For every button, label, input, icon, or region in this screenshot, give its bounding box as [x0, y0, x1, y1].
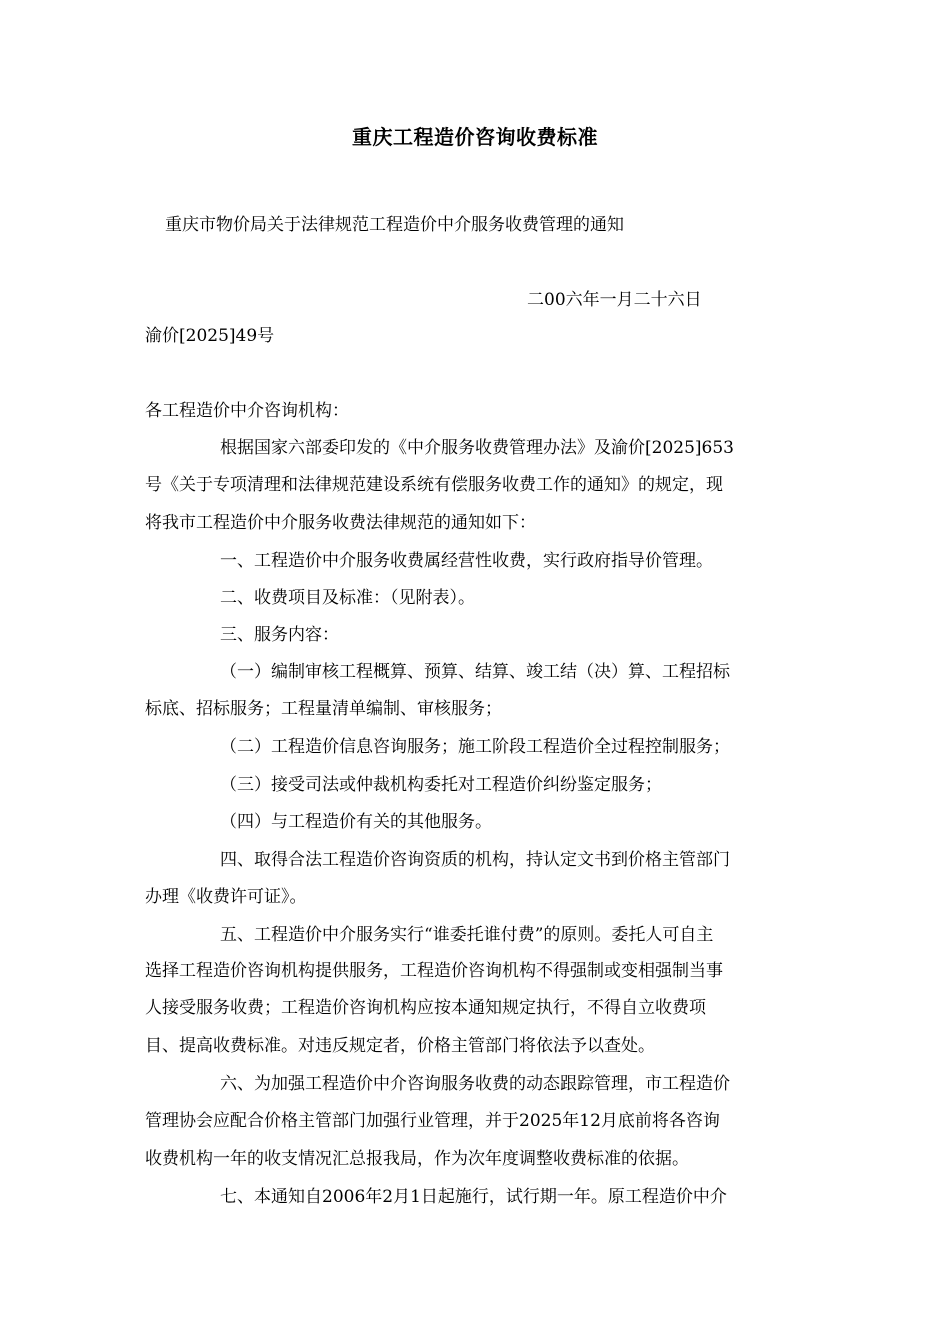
body-line: 管理协会应配合价格主管部门加强行业管理，并于2025年12月底前将各咨询	[145, 1111, 720, 1131]
body-line: 五、工程造价中介服务实行“谁委托谁付费”的原则。委托人可自主	[220, 925, 714, 945]
body-line: 人接受服务收费；工程造价咨询机构应按本通知规定执行，不得自立收费项	[145, 998, 706, 1018]
body-line: 号《关于专项清理和法律规范建设系统有偿服务收费工作的通知》的规定，现	[145, 475, 723, 495]
body-line: 标底、招标服务；工程量清单编制、审核服务；	[145, 699, 502, 719]
body-line: （四）与工程造价有关的其他服务。	[220, 812, 492, 832]
notice-subtitle: 重庆市物价局关于法律规范工程造价中介服务收费管理的通知	[165, 215, 624, 235]
document-number: 渝价[2025]49号	[145, 326, 275, 346]
body-line: 办理《收费许可证》。	[145, 887, 307, 907]
body-line: （二）工程造价信息咨询服务；施工阶段工程造价全过程控制服务；	[220, 737, 730, 757]
body-line: （一）编制审核工程概算、预算、结算、竣工结（决）算、工程招标	[220, 662, 730, 682]
body-line: 选择工程造价咨询机构提供服务，工程造价咨询机构不得强制或变相强制当事	[145, 961, 723, 981]
body-line: 目、提高收费标准。对违反规定者，价格主管部门将依法予以查处。	[145, 1036, 655, 1056]
body-line: 一、工程造价中介服务收费属经营性收费，实行政府指导价管理。	[220, 551, 713, 571]
body-line: 四、取得合法工程造价咨询资质的机构，持认定文书到价格主管部门	[220, 850, 730, 870]
salutation: 各工程造价中介咨询机构：	[145, 401, 349, 421]
body-line: 将我市工程造价中介服务收费法律规范的通知如下：	[145, 513, 536, 533]
body-line: （三）接受司法或仲裁机构委托对工程造价纠纷鉴定服务；	[220, 775, 662, 795]
body-line: 二、收费项目及标准：（见附表）。	[220, 588, 475, 608]
body-line: 七、本通知自2006年2月1日起施行，试行期一年。原工程造价中介	[220, 1187, 727, 1207]
body-line: 根据国家六部委印发的《中介服务收费管理办法》及渝价[2025]653	[220, 438, 734, 458]
body-line: 六、为加强工程造价中介咨询服务收费的动态跟踪管理，市工程造价	[220, 1074, 730, 1094]
document-title: 重庆工程造价咨询收费标准	[352, 125, 598, 149]
issue-date: 二00六年一月二十六日	[527, 290, 702, 310]
body-line: 收费机构一年的收支情况汇总报我局，作为次年度调整收费标准的依据。	[145, 1149, 689, 1169]
body-line: 三、服务内容：	[220, 625, 339, 645]
